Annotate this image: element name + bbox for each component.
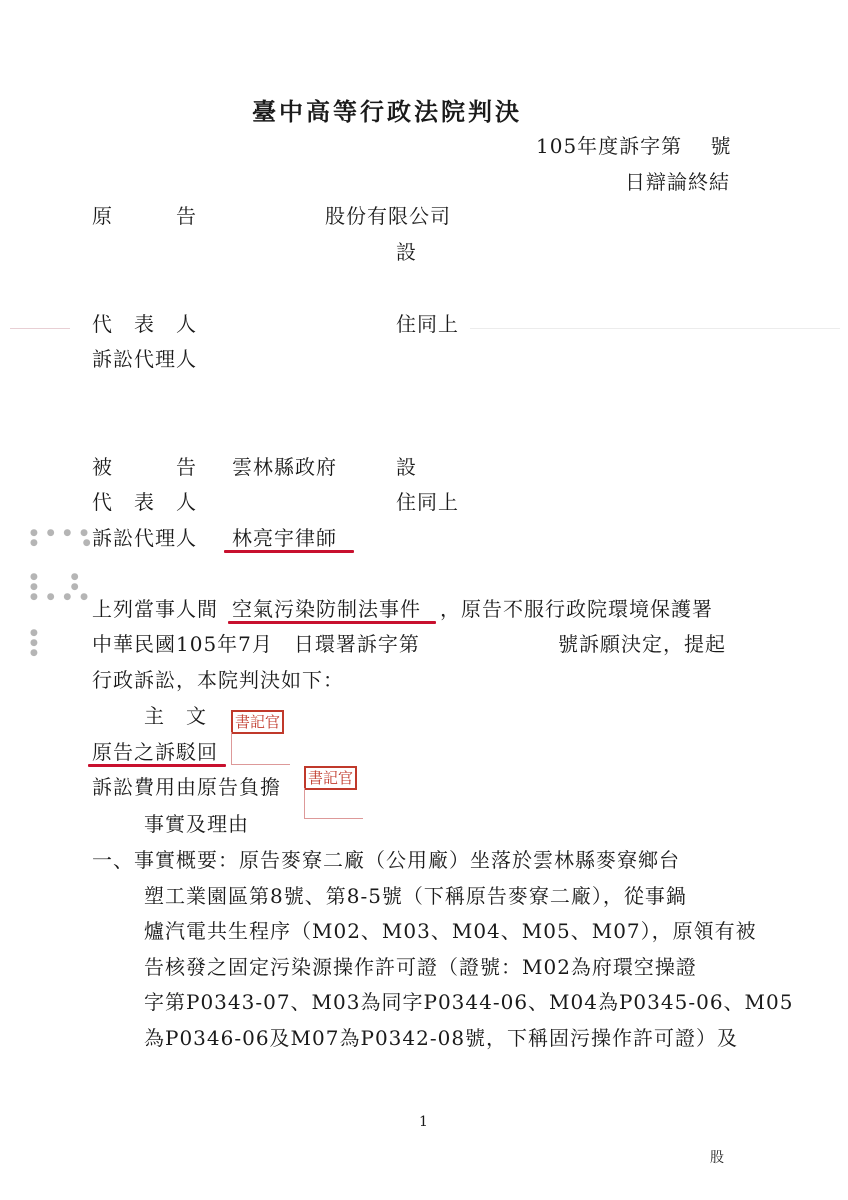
facts-line-3: 爐汽電共生程序（M02、M03、M04、M05、M07），原領有被 [144, 919, 757, 943]
defendant-rep-label: 代 表 人 [92, 490, 197, 514]
plaintiff-name: 股份有限公司 [325, 204, 451, 228]
binder-holes-low: ● ● ● [30, 628, 41, 658]
case-type-underline [228, 621, 436, 624]
intro-line1-part1: 上列當事人間 [92, 597, 218, 621]
defendant-agent-label: 訴訟代理人 [92, 526, 197, 550]
case-number: 105年度訴字第 號 [536, 134, 732, 158]
clerk-stamp-1: 書記官 [231, 710, 284, 734]
binder-holes-top: ● ● ● ● ● ● [30, 528, 94, 548]
main-text-underline [88, 764, 226, 767]
clerk-stamp-2-frame [304, 788, 363, 819]
page-number: 1 [419, 1114, 429, 1130]
agent-name-underline [224, 550, 354, 553]
intro-line1-part3: ，原告不服行政院環境保護署 [440, 597, 713, 621]
intro-line2-part2: 號訴願決定，提起 [558, 632, 726, 656]
facts-line-1: 一、事實概要：原告麥寮二廠（公用廠）坐落於雲林縣麥寮鄉台 [92, 848, 680, 872]
plaintiff-rep-label: 代 表 人 [92, 312, 197, 336]
plaintiff-address: 設 [396, 240, 417, 264]
hearing-end-date: 日辯論終結 [625, 170, 730, 194]
margin-smudge [10, 328, 70, 329]
facts-line-2: 塑工業園區第8號、第8-5號（下稱原告麥寮二廠），從事鍋 [144, 884, 687, 908]
intro-line3: 行政訴訟，本院判決如下： [92, 668, 344, 692]
intro-line1-case-type: 空氣污染防制法事件 [232, 597, 421, 621]
facts-line-4: 告核發之固定污染源操作許可證（證號：M02為府環空操證 [144, 955, 697, 979]
plaintiff-agent-label: 訴訟代理人 [92, 347, 197, 371]
defendant-agent-name: 林亮宇律師 [232, 526, 337, 550]
main-text-item-1: 原告之訴駁回 [92, 740, 218, 764]
defendant-rep-address: 住同上 [396, 490, 459, 514]
defendant-address: 設 [396, 455, 417, 479]
main-text-heading: 主 文 [144, 704, 207, 728]
document-title: 臺中高等行政法院判決 [252, 97, 522, 126]
corner-mark: 股 [710, 1150, 725, 1166]
scan-smudge [470, 328, 840, 329]
clerk-stamp-2: 書記官 [304, 766, 357, 790]
plaintiff-label: 原 告 [92, 204, 197, 228]
intro-line2-part1: 中華民國105年7月 日環署訴字第 [92, 632, 420, 656]
facts-line-5: 字第P0343-07、M03為同字P0344-06、M04為P0345-06、M05 [144, 990, 794, 1014]
defendant-name: 雲林縣政府 [232, 455, 337, 479]
plaintiff-rep-address: 住同上 [396, 312, 459, 336]
binder-holes-mid: ● ● ● ● ● ● ● ● [30, 572, 91, 602]
facts-heading: 事實及理由 [144, 812, 249, 836]
main-text-item-2: 訴訟費用由原告負擔 [92, 775, 281, 799]
facts-line-6: 為P0346-06及M07為P0342-08號，下稱固污操作許可證）及 [144, 1026, 739, 1050]
defendant-label: 被 告 [92, 455, 197, 479]
clerk-stamp-1-frame [231, 732, 290, 765]
